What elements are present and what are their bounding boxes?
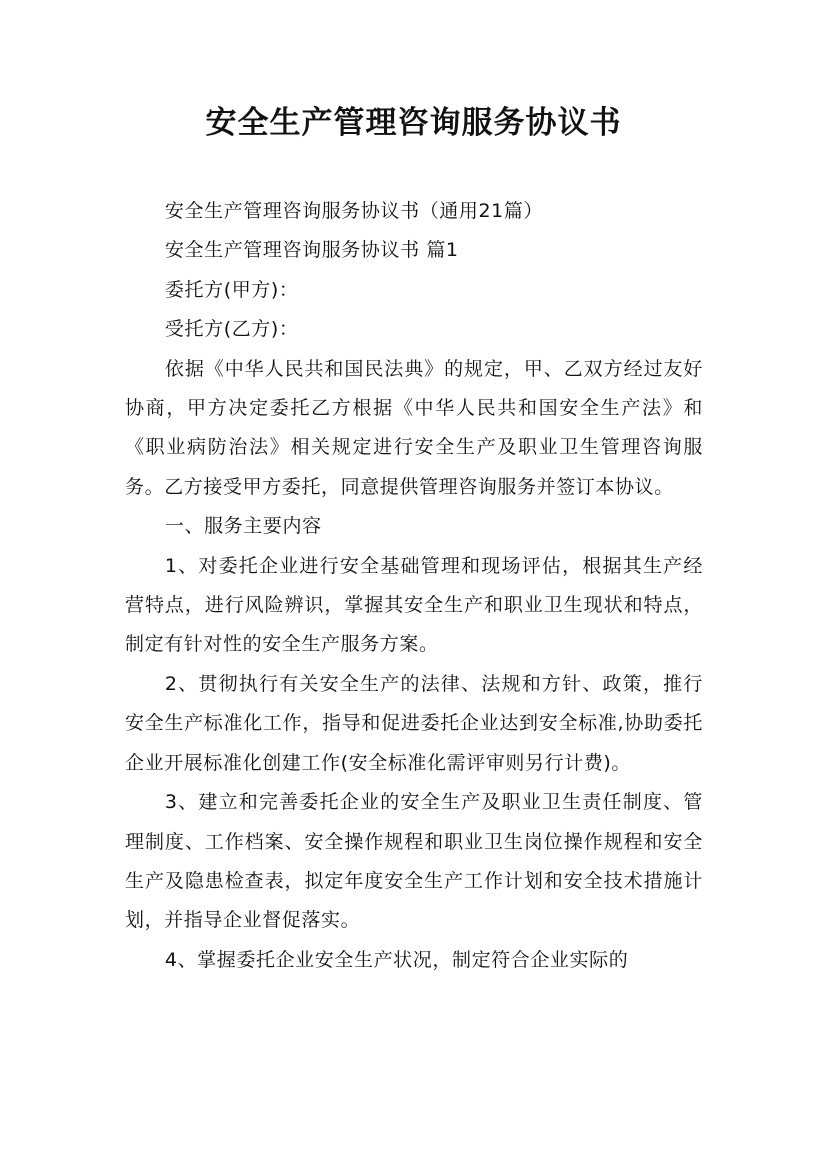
paragraph-item-3: 3、建立和完善委托企业的安全生产及职业卫生责任制度、管理制度、工作档案、安全操作规程和职业卫生岗位操作规程和安全生产及隐患检查表，拟定年度安全生产工作计划和安全技术措施计划，并指导企业督促落实。 [125, 791, 703, 932]
paragraph-basis: 依据《中华人民共和国民法典》的规定，甲、乙双方经过友好协商，甲方决定委托乙方根据《中华人民共和国安全生产法》和《职业病防治法》相关规定进行安全生产及职业卫生管理咨询服务。乙方接受甲方委托，同意提供管理咨询服务并签订本协议。 [125, 357, 703, 498]
document-body [125, 192, 703, 980]
paragraph-party-a: 委托方(甲方)： [164, 278, 299, 301]
paragraph-section-heading: 安全生产管理咨询服务协议书 篇1 [164, 239, 459, 262]
paragraph-item-4: 4、掌握委托企业安全生产状况，制定符合企业实际的 [164, 948, 629, 971]
paragraph-service-heading: 一、服务主要内容 [164, 515, 322, 538]
paragraph-item-2: 2、贯彻执行有关安全生产的法律、法规和方针、政策，推行安全生产标准化工作，指导和促进委托企业达到安全标准,协助委托企业开展标准化创建工作(安全标准化需评审则另行计费)。 [125, 672, 703, 774]
paragraph-party-b: 受托方(乙方)： [164, 318, 299, 341]
paragraph-subtitle: 安全生产管理咨询服务协议书（通用21篇） [164, 200, 544, 222]
document-title: 安全生产管理咨询服务协议书 [205, 105, 622, 141]
paragraph-item-1: 1、对委托企业进行安全基础管理和现场评估，根据其生产经营特点，进行风险辨识，掌握其安全生产和职业卫生现状和特点，制定有针对性的安全生产服务方案。 [125, 554, 703, 656]
